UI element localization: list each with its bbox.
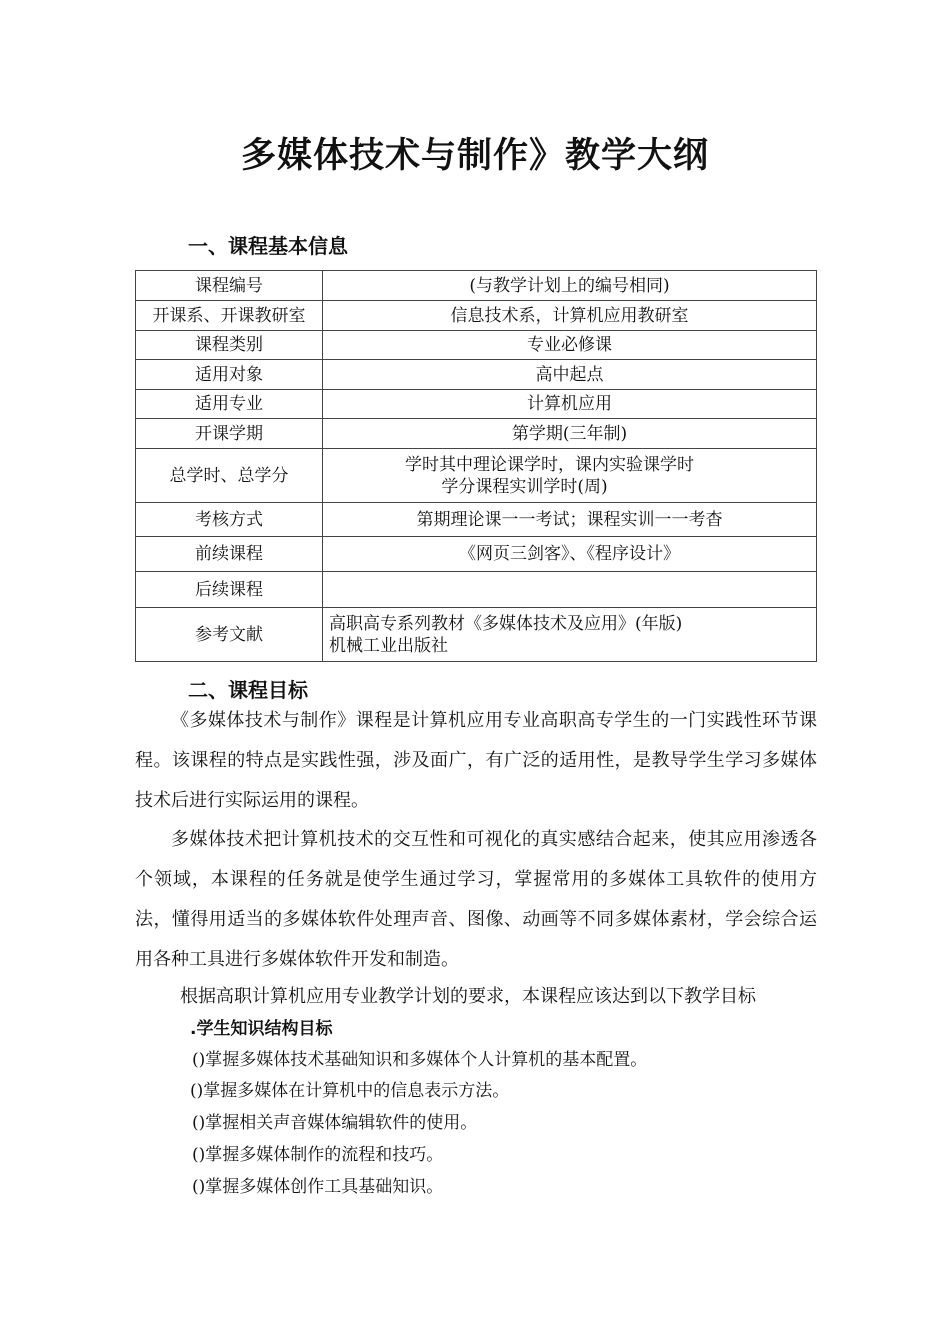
table-row [136,503,817,537]
table-row [136,331,817,360]
table-row [136,271,817,301]
row-value-multiline [323,449,817,503]
row-value [323,572,817,608]
row-label: 参考文献 [136,608,323,662]
list-item: ()掌握多媒体在计算机中的信息表示方法。 [190,1081,510,1101]
row-label: 开课系、开课教研室 [136,301,323,331]
table-row [136,608,817,662]
row-value: 专业必修课 [323,331,817,360]
list-item: ()掌握相关声音媒体编辑软件的使用。 [192,1113,478,1133]
row-label: 课程类别 [136,331,323,360]
table-row [136,360,817,390]
row-value: 《网页三剑客》、《程序设计》 [323,537,817,572]
section-2-heading: 二、课程目标 [188,678,308,702]
row-value-line-2: 机械工业出版社 [329,635,448,656]
table-row [136,537,817,572]
list-item: ()掌握多媒体制作的流程和技巧。 [192,1145,444,1165]
row-value: (与教学计划上的编号相同) [323,271,817,301]
row-value: 高中起点 [323,360,817,390]
list-item: ()掌握多媒体技术基础知识和多媒体个人计算机的基本配置。 [192,1050,648,1070]
paragraph-2: 多媒体技术把计算机技术的交互性和可视化的真实感结合起来，使其应用渗透各个领域，本课程的任务就是使学生通过学习，掌握常用的多媒体工具软件的使用方法，懂得用适当的多媒体软件处理声音、图像、动画等不同多媒体素材，学会综合运用各种工具进行多媒体软件开发和制造。 [135,829,817,970]
row-label: 总学时、总学分 [136,449,323,503]
table-row [136,449,817,503]
row-label: 考核方式 [136,503,323,537]
row-label: 开课学期 [136,419,323,449]
row-value: 第期理论课一一考试；课程实训一一考杳 [323,503,817,537]
table-row [136,419,817,449]
row-label: 课程编号 [136,271,323,301]
row-value: 计算机应用 [323,390,817,419]
paragraph-3: 根据高职计算机应用专业教学计划的要求，本课程应该达到以下教学目标 [180,986,756,1007]
row-label: 适用专业 [136,390,323,419]
section-1-heading: 一、课程基本信息 [188,234,348,258]
row-value: 第学期(三年制) [323,419,817,449]
row-label: 前续课程 [136,537,323,572]
sub-heading: .学生知识结构目标 [190,1019,333,1039]
table-row [136,301,817,331]
paragraph-1: 《多媒体技术与制作》课程是计算机应用专业高职高专学生的一门实践性环节课程。该课程的特点是实践性强，涉及面广，有广泛的适用性，是教导学生学习多媒体技术后进行实际运用的课程。 [135,710,817,811]
row-label: 后续课程 [136,572,323,608]
row-label: 适用对象 [136,360,323,390]
row-value-line-2: 学分课程实训学时(周) [441,476,608,497]
row-value: 信息技术系，计算机应用教研室 [323,301,817,331]
table-row [136,572,817,608]
row-value-multiline [323,608,817,662]
document-title: 多媒体技术与制作》教学大纲 [240,136,709,176]
row-value-line-1: 学时其中理论课学时，课内实验课学时 [405,454,694,475]
course-info-table [135,270,817,662]
row-value-line-1: 高职高专系列教材《多媒体技术及应用》(年版) [329,613,683,634]
table-row [136,390,817,419]
list-item: ()掌握多媒体创作工具基础知识。 [192,1177,444,1197]
